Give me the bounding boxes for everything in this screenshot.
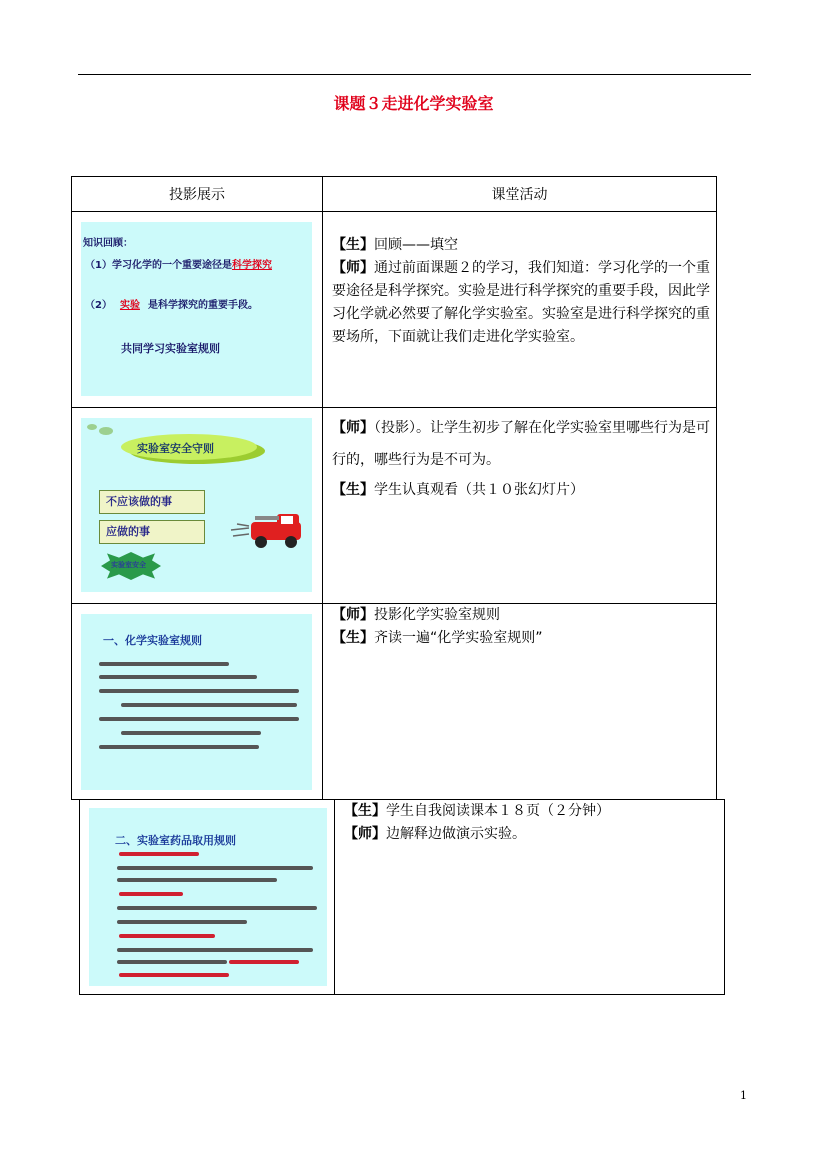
table-header-row bbox=[72, 177, 717, 212]
star-label: 实验室安全 bbox=[111, 561, 146, 569]
slide-reagent-rules bbox=[89, 808, 327, 986]
blurred-rule-line bbox=[117, 906, 317, 910]
blurred-rule-line bbox=[119, 934, 215, 938]
activity-text bbox=[323, 212, 716, 349]
table-row bbox=[80, 800, 725, 995]
activity-cell bbox=[322, 408, 716, 604]
table-row bbox=[72, 604, 717, 800]
slide-heading: 二、实验室药品取用规则 bbox=[115, 834, 236, 847]
answer-2: 实验 bbox=[119, 300, 140, 311]
activity-line: 【生】回顾——填空 bbox=[331, 237, 458, 253]
cloud-bubble bbox=[99, 427, 113, 435]
slide-cell bbox=[72, 408, 323, 604]
table-row bbox=[72, 408, 717, 604]
blurred-rule-line bbox=[117, 866, 313, 870]
slide-cell bbox=[72, 212, 323, 408]
blurred-rule-line bbox=[119, 973, 229, 977]
activity-cell bbox=[322, 212, 716, 408]
slide-knowledge-review bbox=[81, 222, 312, 396]
scroll-dont: 不应该做的事 bbox=[99, 490, 205, 514]
slide-lab-rules bbox=[81, 614, 312, 790]
cloud-bubble bbox=[87, 424, 97, 430]
blurred-rule-line bbox=[117, 878, 277, 882]
fire-truck-icon bbox=[229, 504, 309, 552]
blurred-rule-line bbox=[121, 703, 297, 707]
header-projection: 投影展示 bbox=[72, 177, 323, 212]
activity-text bbox=[323, 408, 716, 504]
slide-heading: 知识回顾： bbox=[83, 238, 133, 249]
blurred-rule-line bbox=[99, 745, 259, 749]
blurred-rule-line bbox=[99, 675, 257, 679]
activity-text bbox=[323, 604, 716, 650]
slide-line1: （1）学习化学的一个重要途径是科学探究 bbox=[85, 260, 272, 271]
blurred-rule-line bbox=[117, 960, 227, 964]
answer-1: 科学探究 bbox=[231, 260, 272, 271]
lesson-table-continued bbox=[79, 799, 725, 995]
page-title: 课题３走进化学实验室 bbox=[333, 94, 494, 113]
cloud-label: 实验室安全守则 bbox=[137, 442, 214, 455]
activity-line: 【师】通过前面课题２的学习，我们知道：学习化学的一个重要途径是科学探究。实验是进行科学探究的重要手段，因此学习化学就必然要了解化学实验室。实验室是进行科学探究的重要场所，下面就让我们走进化学实验室。 bbox=[331, 260, 710, 345]
activity-line: 【师】（投影）。让学生初步了解在化学实验室里哪些行为是可行的，哪些行为是不可为。 bbox=[331, 420, 710, 468]
slide-bottom-text: 共同学习实验室规则 bbox=[121, 342, 220, 355]
blurred-rule-line bbox=[99, 717, 299, 721]
slide-cell bbox=[72, 604, 323, 800]
activity-line: 【生】齐读一遍“化学实验室规则” bbox=[331, 630, 543, 646]
blurred-rule-line bbox=[229, 960, 299, 964]
page-number: 1 bbox=[740, 1089, 747, 1102]
blurred-rule-line bbox=[99, 689, 299, 693]
blurred-rule-line bbox=[121, 731, 261, 735]
blurred-rule-line bbox=[119, 852, 199, 856]
slide-heading: 一、化学实验室规则 bbox=[103, 634, 202, 647]
activity-line: 【师】边解释边做演示实验。 bbox=[344, 826, 526, 842]
blurred-rule-line bbox=[117, 920, 247, 924]
table-row bbox=[72, 212, 717, 408]
activity-line: 【生】学生认真观看（共１０张幻灯片） bbox=[331, 482, 584, 498]
activity-text bbox=[335, 800, 724, 846]
slide-safety-rules bbox=[81, 418, 312, 592]
activity-cell bbox=[335, 800, 725, 995]
activity-cell bbox=[322, 604, 716, 800]
header-activity: 课堂活动 bbox=[322, 177, 716, 212]
blurred-rule-line bbox=[119, 892, 183, 896]
slide-cell bbox=[80, 800, 335, 995]
activity-line: 【师】投影化学实验室规则 bbox=[331, 607, 500, 623]
activity-line: 【生】学生自我阅读课本１８页（２分钟） bbox=[344, 803, 610, 819]
blurred-rule-line bbox=[117, 948, 313, 952]
blurred-rule-line bbox=[99, 662, 229, 666]
slide-line2: （2） 实验 是科学探究的重要手段。 bbox=[85, 300, 258, 311]
header-rule bbox=[78, 74, 751, 75]
lesson-table bbox=[71, 176, 717, 800]
scroll-do: 应做的事 bbox=[99, 520, 205, 544]
